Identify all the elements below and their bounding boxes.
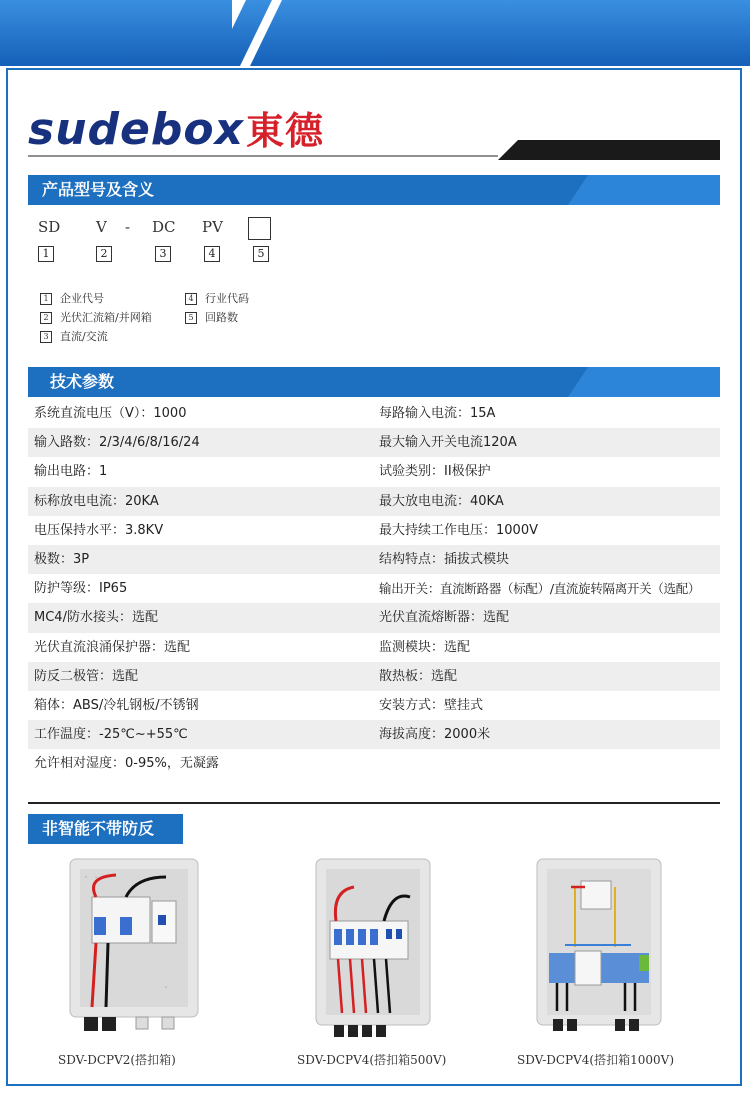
- spec-row: [28, 633, 720, 662]
- spec-cell-right: 安装方式：壁挂式: [379, 697, 484, 713]
- code-part-dash: -: [125, 218, 131, 236]
- section-divider: [28, 802, 720, 804]
- code-number-4: 4: [204, 246, 220, 262]
- spec-cell-left: 箱体：ABS/冷轧钢板/不锈钢: [34, 697, 199, 713]
- code-part-blank-box: [248, 217, 271, 240]
- spec-cell-left: 允许相对湿度：0-95%，无凝露: [34, 756, 219, 772]
- spec-row: [28, 574, 720, 603]
- spec-row: [28, 457, 720, 486]
- spec-row: [28, 428, 720, 457]
- spec-row: [28, 487, 720, 516]
- spec-cell-left: 标称放电电流：20KA: [34, 493, 159, 509]
- code-number-2: 2: [96, 246, 112, 262]
- spec-cell-left: 系统直流电压（V）：1000: [34, 406, 187, 421]
- spec-cell-left: MC4/防水接头：选配: [34, 610, 158, 626]
- spec-cell-right: 输出开关：直流断路器（标配）/直流旋转隔离开关（选配）: [379, 581, 701, 597]
- spec-table: [28, 399, 720, 778]
- spec-cell-right: 试验类别：II极保护: [379, 464, 491, 480]
- code-part-sd: SD: [38, 218, 61, 236]
- code-number-5: 5: [253, 246, 269, 262]
- product-caption-3: SDV-DCPV4(搭扣箱1000V): [517, 1053, 674, 1067]
- product-caption-2: SDV-DCPV4(搭扣箱500V): [297, 1053, 447, 1067]
- spec-cell-right: 最大输入开关电流120A: [379, 435, 517, 451]
- spec-cell-left: 工作温度：-25℃~+55℃: [34, 727, 188, 743]
- spec-row: [28, 749, 720, 778]
- brand-chinese: 東德: [245, 109, 324, 153]
- spec-row: [28, 545, 720, 574]
- product-image-dcpv4-1000v: [535, 857, 663, 1047]
- code-part-v: V: [96, 218, 107, 236]
- spec-cell-right: 监测模块：选配: [379, 639, 471, 655]
- section-title-model: 产品型号及含义: [28, 175, 720, 205]
- spec-row: [28, 720, 720, 749]
- spec-cell-left: 输入路数：2/3/4/6/8/16/24: [34, 435, 200, 451]
- legend-item-3: 3 直流/交流: [40, 328, 108, 344]
- spec-cell-right: 结构特点：插拔式模块: [379, 551, 510, 567]
- spec-cell-left: 防护等级：IP65: [34, 581, 128, 597]
- spec-cell-right: 海拔高度：2000米: [379, 727, 491, 743]
- spec-cell-right: 光伏直流熔断器：选配: [379, 610, 510, 626]
- code-number-1: 1: [38, 246, 54, 262]
- code-part-dc: DC: [152, 218, 176, 236]
- spec-cell-left: 电压保持水平：3.8KV: [34, 522, 164, 538]
- spec-row: [28, 662, 720, 691]
- product-caption-1: SDV-DCPV2(搭扣箱): [58, 1053, 176, 1067]
- spec-row: [28, 516, 720, 545]
- brand-latin: sudebox: [28, 104, 244, 155]
- spec-cell-left: 防反二极管：选配: [34, 668, 139, 684]
- spec-cell-right: [373, 749, 720, 778]
- spec-cell-right: 最大持续工作电压：1000V: [379, 522, 538, 538]
- spec-cell-left: 极数：3P: [34, 551, 90, 567]
- spec-cell-left: 输出电路：1: [34, 464, 108, 480]
- section-title-specs: 技术参数: [28, 367, 720, 397]
- legend-item-5: 5 回路数: [185, 309, 238, 325]
- code-number-3: 3: [155, 246, 171, 262]
- spec-cell-right: 散热板：选配: [379, 668, 458, 684]
- product-image-dcpv2: [66, 857, 202, 1047]
- spec-cell-right: 每路输入电流：15A: [379, 406, 496, 421]
- logo-underline: [28, 140, 720, 160]
- top-banner: [0, 0, 750, 66]
- section-title-products: 非智能不带防反: [28, 814, 183, 844]
- spec-cell-right: 最大放电电流：40KA: [379, 493, 504, 509]
- legend-item-4: 4 行业代码: [185, 290, 249, 306]
- legend-item-1: 1 企业代号: [40, 290, 104, 306]
- spec-row: [28, 399, 720, 428]
- spec-row: [28, 691, 720, 720]
- spec-cell-left: 光伏直流浪涌保护器：选配: [34, 639, 191, 655]
- legend-item-2: 2 光伏汇流箱/并网箱: [40, 309, 152, 325]
- code-part-pv: PV: [202, 218, 223, 236]
- spec-row: [28, 603, 720, 632]
- product-image-dcpv4-500v: [314, 857, 432, 1047]
